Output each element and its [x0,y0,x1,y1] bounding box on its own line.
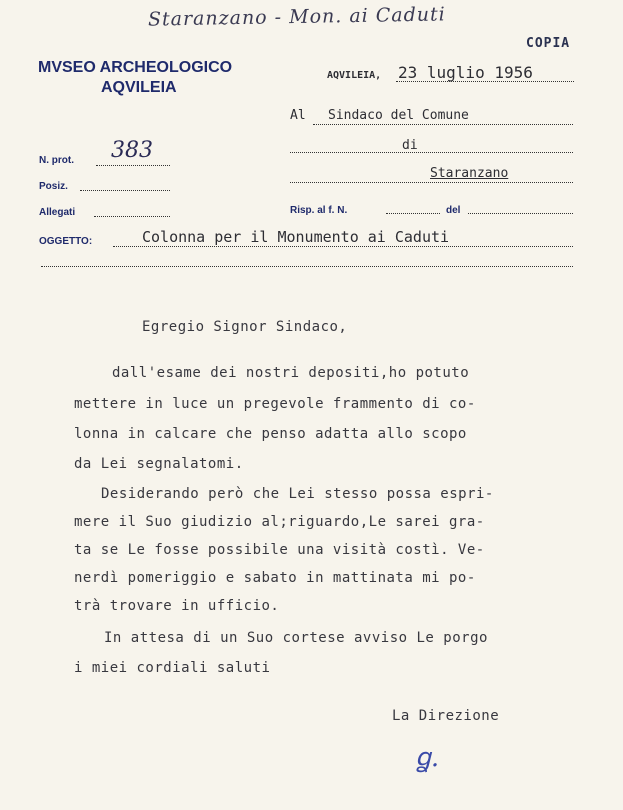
body-line: nerdì pomeriggio e sabato in mattinata mi po- [74,570,476,586]
copy-stamp: COPIA [526,36,571,51]
handwritten-annotation: Staranzano - Mon. ai Caduti [147,3,446,31]
oggetto-value: Colonna per il Monumento ai Caduti [142,228,450,246]
letterhead-line1: MVSEO ARCHEOLOGICO [38,59,233,76]
salutation: Egregio Signor Sindaco, [142,319,348,335]
body-line: dall'esame dei nostri depositi,ho potuto [112,365,470,381]
recipient-line1: Sindaco del Comune [328,108,469,123]
recipient-line3-rule [290,182,573,183]
posiz-line [80,190,170,191]
oggetto-line2 [41,266,573,267]
prot-label: N. prot. [39,155,74,166]
date-line [396,81,574,82]
posiz-label: Posiz. [39,181,68,192]
del-label: del [446,205,461,216]
body-line: mere il Suo giudizio al;riguardo,Le sarei gra- [74,514,485,530]
recipient-line2-rule [290,152,573,153]
body-line: Desiderando però che Lei stesso possa espri- [101,486,494,502]
body-line: i miei cordiali saluti [74,660,271,676]
del-line [468,213,573,214]
place-label: AQVILEIA, [327,70,382,81]
prot-line [96,165,170,166]
body-line: mettere in luce un pregevole frammento di co- [74,396,476,412]
body-line: trà trovare in ufficio. [74,598,280,614]
letterhead-line2: AQVILEIA [101,79,177,96]
recipient-line1-rule [313,124,573,125]
oggetto-line [113,246,573,247]
body-line: lonna in calcare che penso adatta allo scopo [74,426,467,442]
allegati-label: Allegati [39,207,76,218]
prot-number: 383 [111,138,153,163]
recipient-town: Staranzano [430,166,509,181]
risp-label: Risp. al f. N. [290,205,348,216]
signoff: La Direzione [392,708,500,724]
allegati-line [94,216,170,217]
oggetto-label: OGGETTO: [39,236,93,247]
recipient-line2: di [402,138,418,153]
recipient-prefix: Al [290,108,306,123]
body-line: ta se Le fosse possibile una visità costì. Ve- [74,542,485,558]
signature-mark: ꬶ. [415,743,440,773]
risp-line [386,213,440,214]
letter-date: 23 luglio 1956 [398,63,533,82]
body-line: da Lei segnalatomi. [74,456,244,472]
body-line: In attesa di un Suo cortese avviso Le porgo [104,630,488,646]
